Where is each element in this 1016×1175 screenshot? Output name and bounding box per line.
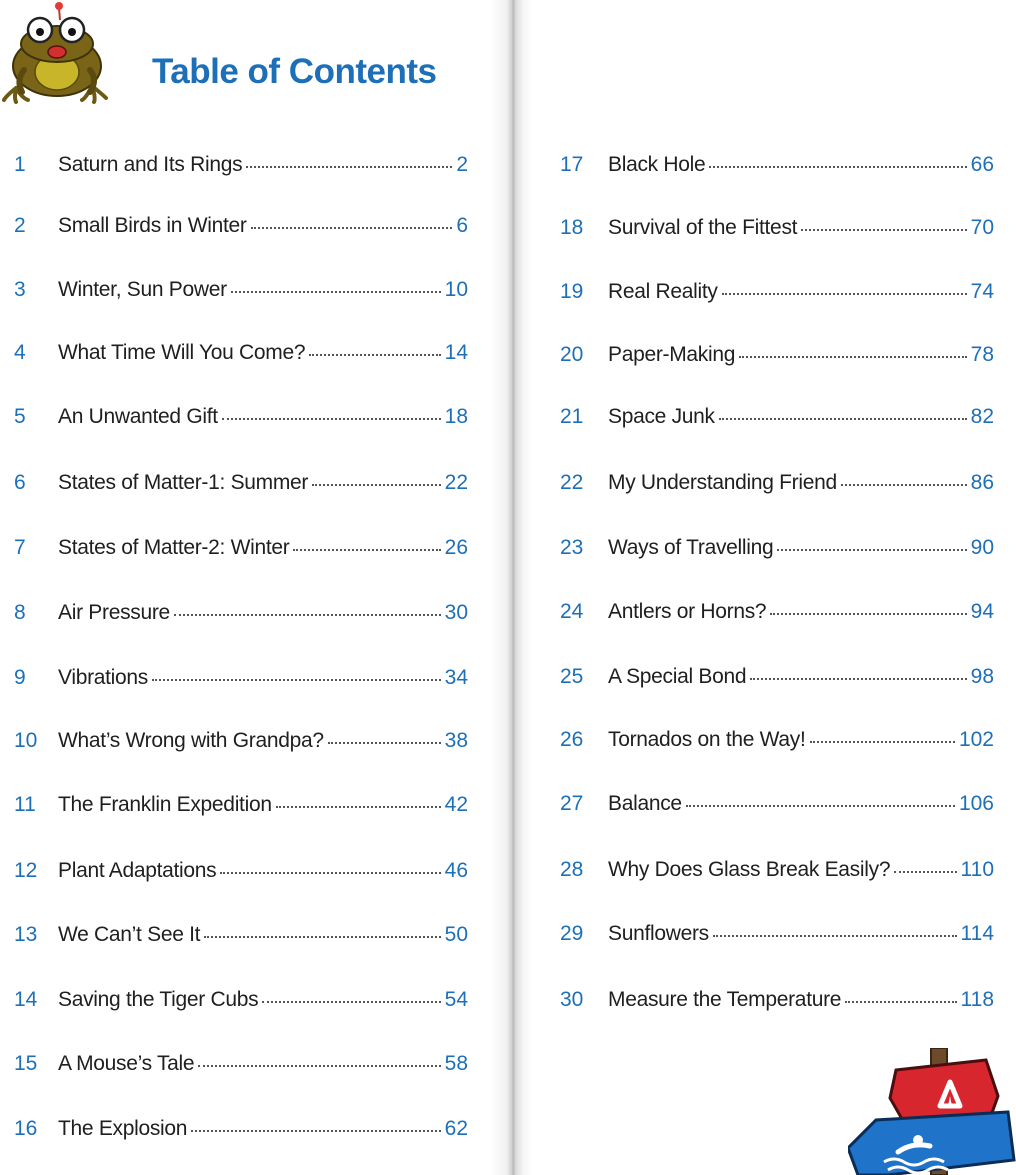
dot-leader bbox=[739, 356, 967, 358]
dot-leader bbox=[246, 166, 452, 168]
toc-entry-number: 26 bbox=[560, 728, 584, 751]
toc-entry-number: 27 bbox=[560, 792, 584, 815]
toc-entry-page-number: 66 bbox=[970, 153, 994, 176]
dot-leader bbox=[231, 291, 441, 293]
toc-entry[interactable] bbox=[560, 922, 994, 958]
toc-entry-number: 20 bbox=[560, 343, 584, 366]
toc-entry-title: Space Junk bbox=[608, 405, 715, 428]
toc-entry[interactable] bbox=[560, 665, 994, 701]
toc-entry-title: States of Matter-2: Winter bbox=[58, 536, 290, 559]
toc-entry[interactable] bbox=[560, 280, 994, 316]
toc-entry-title: Small Birds in Winter bbox=[58, 214, 247, 237]
toc-entry-number: 29 bbox=[560, 922, 584, 945]
dot-leader bbox=[801, 229, 966, 231]
toc-entry-number: 12 bbox=[14, 859, 38, 882]
dot-leader bbox=[312, 484, 441, 486]
toc-entry[interactable] bbox=[560, 216, 994, 252]
toc-entry-title: Air Pressure bbox=[58, 601, 170, 624]
toc-entry-title: Vibrations bbox=[58, 666, 149, 689]
toc-entry[interactable] bbox=[560, 405, 994, 441]
toc-entry-title: Sunflowers bbox=[608, 922, 709, 945]
toc-entry[interactable] bbox=[14, 341, 468, 377]
dot-leader bbox=[328, 742, 441, 744]
toc-entry-title: Tornados on the Way! bbox=[608, 728, 806, 751]
toc-entry-number: 23 bbox=[560, 536, 584, 559]
toc-entry-page-number: 106 bbox=[958, 792, 994, 815]
toc-entry-number: 8 bbox=[14, 601, 26, 624]
toc-entry-page-number: 2 bbox=[456, 153, 468, 176]
dot-leader bbox=[251, 227, 453, 229]
toc-entry-page-number: 74 bbox=[970, 280, 994, 303]
toc-entry-number: 15 bbox=[14, 1052, 38, 1075]
toc-entry[interactable] bbox=[14, 923, 468, 959]
toc-entry-page-number: 82 bbox=[970, 405, 994, 428]
toc-entry-title: Survival of the Fittest bbox=[608, 216, 798, 239]
toc-entry[interactable] bbox=[14, 666, 468, 702]
dot-leader bbox=[276, 806, 441, 808]
toc-entry-title: Paper-Making bbox=[608, 343, 736, 366]
dot-leader bbox=[719, 418, 967, 420]
dot-leader bbox=[198, 1065, 440, 1067]
toc-entry-number: 13 bbox=[14, 923, 38, 946]
toc-entry-page-number: 114 bbox=[960, 922, 994, 945]
dot-leader bbox=[191, 1130, 440, 1132]
toc-entry[interactable] bbox=[14, 471, 468, 507]
toc-entry[interactable] bbox=[560, 858, 994, 894]
toc-entry-title: Why Does Glass Break Easily? bbox=[608, 858, 891, 881]
toc-entry[interactable] bbox=[560, 600, 994, 636]
toc-entry-number: 4 bbox=[14, 341, 26, 364]
toc-entry-page-number: 26 bbox=[444, 536, 468, 559]
dot-leader bbox=[770, 613, 966, 615]
toc-entry-page-number: 102 bbox=[958, 728, 994, 751]
toc-entry-number: 3 bbox=[14, 278, 26, 301]
toc-entry-page-number: 50 bbox=[444, 923, 468, 946]
dot-leader bbox=[841, 484, 967, 486]
toc-entry-number: 11 bbox=[14, 793, 36, 816]
toc-entry-title: Antlers or Horns? bbox=[608, 600, 767, 623]
toc-entry[interactable] bbox=[14, 278, 468, 314]
toc-entry[interactable] bbox=[14, 793, 468, 829]
frog-mascot-icon bbox=[2, 0, 112, 105]
toc-entry-title: Plant Adaptations bbox=[58, 859, 217, 882]
toc-entry-title: The Explosion bbox=[58, 1117, 188, 1140]
toc-entry-page-number: 30 bbox=[444, 601, 468, 624]
toc-entry-title: Measure the Temperature bbox=[608, 988, 842, 1011]
toc-entry-page-number: 54 bbox=[444, 988, 468, 1011]
toc-entry[interactable] bbox=[14, 1117, 468, 1153]
toc-entry-page-number: 10 bbox=[444, 278, 468, 301]
toc-entry-title: My Understanding Friend bbox=[608, 471, 837, 494]
toc-entry-number: 25 bbox=[560, 665, 584, 688]
dot-leader bbox=[845, 1001, 956, 1003]
book-gutter bbox=[490, 0, 532, 1175]
toc-entry-page-number: 78 bbox=[970, 343, 994, 366]
toc-entry-page-number: 118 bbox=[960, 988, 994, 1011]
toc-entry-title: Saturn and Its Rings bbox=[58, 153, 243, 176]
dot-leader bbox=[894, 871, 956, 873]
toc-entry-page-number: 70 bbox=[970, 216, 994, 239]
toc-entry[interactable] bbox=[560, 536, 994, 572]
toc-entry-page-number: 18 bbox=[444, 405, 468, 428]
toc-entry-page-number: 14 bbox=[444, 341, 468, 364]
toc-entry[interactable] bbox=[14, 859, 468, 895]
toc-entry-page-number: 58 bbox=[444, 1052, 468, 1075]
toc-entry[interactable] bbox=[14, 988, 468, 1024]
dot-leader bbox=[750, 678, 966, 680]
dot-leader bbox=[309, 354, 440, 356]
dot-leader bbox=[709, 166, 966, 168]
toc-entry-title: A Mouse’s Tale bbox=[58, 1052, 195, 1075]
toc-entry-number: 1 bbox=[14, 153, 26, 176]
toc-entry-title: A Special Bond bbox=[608, 665, 747, 688]
toc-entry-number: 21 bbox=[560, 405, 584, 428]
toc-entry-page-number: 46 bbox=[444, 859, 468, 882]
dot-leader bbox=[222, 418, 441, 420]
toc-entry-title: Real Reality bbox=[608, 280, 718, 303]
toc-entry-title: Saving the Tiger Cubs bbox=[58, 988, 259, 1011]
toc-entry-title: What’s Wrong with Grandpa? bbox=[58, 729, 324, 752]
toc-entry-number: 6 bbox=[14, 471, 26, 494]
toc-entry-page-number: 90 bbox=[970, 536, 994, 559]
toc-entry[interactable] bbox=[14, 405, 468, 441]
toc-entry-title: What Time Will You Come? bbox=[58, 341, 306, 364]
toc-entry-title: Black Hole bbox=[608, 153, 706, 176]
toc-entry-number: 5 bbox=[14, 405, 26, 428]
toc-entry-page-number: 42 bbox=[444, 793, 468, 816]
dot-leader bbox=[262, 1001, 440, 1003]
toc-entry-title: We Can’t See It bbox=[58, 923, 201, 946]
toc-entry-number: 28 bbox=[560, 858, 584, 881]
toc-entry[interactable] bbox=[560, 728, 994, 764]
toc-entry[interactable] bbox=[14, 214, 468, 250]
toc-entry[interactable] bbox=[14, 536, 468, 572]
toc-entry-number: 17 bbox=[560, 153, 584, 176]
toc-entry[interactable] bbox=[14, 153, 468, 189]
toc-entry-number: 22 bbox=[560, 471, 584, 494]
signpost-icon bbox=[848, 1048, 1016, 1175]
toc-entry[interactable] bbox=[14, 729, 468, 765]
toc-entry-number: 10 bbox=[14, 729, 38, 752]
toc-entry-number: 19 bbox=[560, 280, 584, 303]
toc-entry[interactable] bbox=[560, 792, 994, 828]
dot-leader bbox=[777, 549, 966, 551]
toc-entry-title: The Franklin Expedition bbox=[58, 793, 272, 816]
toc-entry-page-number: 38 bbox=[444, 729, 468, 752]
toc-entry-page-number: 22 bbox=[444, 471, 468, 494]
toc-entry-number: 24 bbox=[560, 600, 584, 623]
toc-entry-title: Winter, Sun Power bbox=[58, 278, 227, 301]
toc-entry-number: 18 bbox=[560, 216, 584, 239]
toc-entry-title: States of Matter-1: Summer bbox=[58, 471, 309, 494]
toc-entry-page-number: 110 bbox=[960, 858, 994, 881]
toc-entry[interactable] bbox=[560, 471, 994, 507]
dot-leader bbox=[713, 935, 957, 937]
toc-entry-number: 30 bbox=[560, 988, 584, 1011]
dot-leader bbox=[174, 614, 441, 616]
toc-entry-page-number: 62 bbox=[444, 1117, 468, 1140]
toc-entry[interactable] bbox=[560, 343, 994, 379]
dot-leader bbox=[293, 549, 440, 551]
toc-entry-page-number: 94 bbox=[970, 600, 994, 623]
toc-entry[interactable] bbox=[560, 988, 994, 1024]
toc-entry-page-number: 98 bbox=[970, 665, 994, 688]
page-title: Table of Contents bbox=[152, 52, 437, 91]
dot-leader bbox=[220, 872, 440, 874]
toc-entry-number: 14 bbox=[14, 988, 38, 1011]
toc-entry-page-number: 34 bbox=[444, 666, 468, 689]
toc-entry[interactable] bbox=[560, 153, 994, 189]
toc-entry-title: Ways of Travelling bbox=[608, 536, 774, 559]
toc-entry[interactable] bbox=[14, 601, 468, 637]
toc-entry-title: Balance bbox=[608, 792, 682, 815]
dot-leader bbox=[722, 293, 967, 295]
toc-entry-title: An Unwanted Gift bbox=[58, 405, 218, 428]
toc-entry-number: 2 bbox=[14, 214, 26, 237]
toc-entry[interactable] bbox=[14, 1052, 468, 1088]
toc-entry-number: 9 bbox=[14, 666, 26, 689]
dot-leader bbox=[204, 936, 440, 938]
dot-leader bbox=[810, 741, 955, 743]
toc-entry-page-number: 6 bbox=[456, 214, 468, 237]
toc-entry-number: 7 bbox=[14, 536, 26, 559]
dot-leader bbox=[686, 805, 955, 807]
toc-entry-number: 16 bbox=[14, 1117, 38, 1140]
toc-entry-page-number: 86 bbox=[970, 471, 994, 494]
dot-leader bbox=[152, 679, 441, 681]
